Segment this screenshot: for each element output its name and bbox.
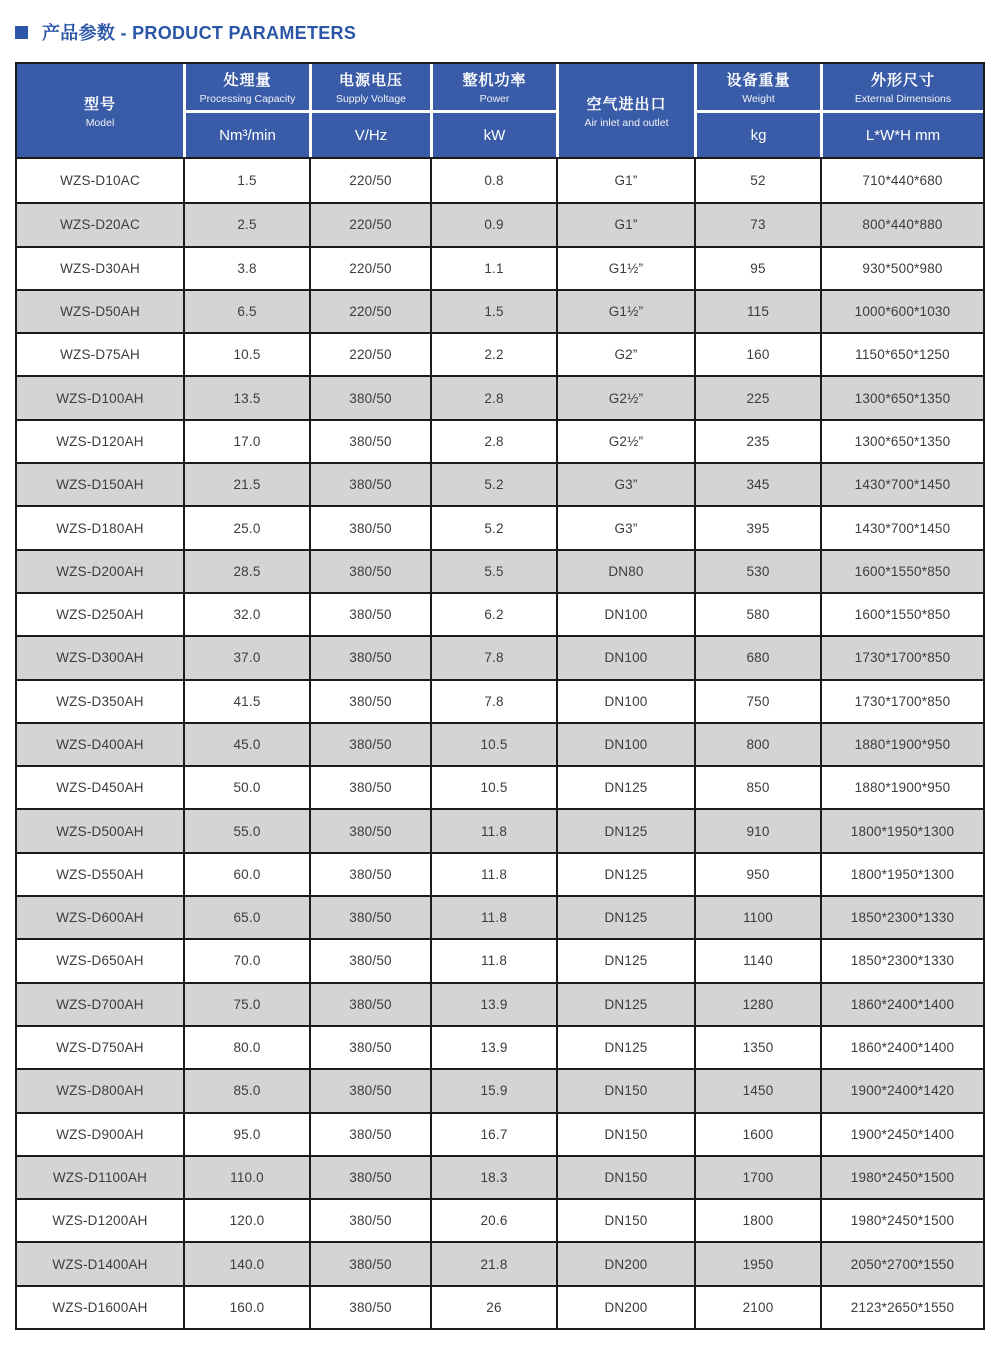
cell-model: WZS-D750AH xyxy=(56,1040,144,1056)
cell-model: WZS-D120AH xyxy=(56,433,144,449)
cell-weight: 225 xyxy=(694,377,820,418)
cell-power: 18.3 xyxy=(430,1157,556,1198)
cell-weight: 395 xyxy=(694,507,820,548)
cell-power: 11.8 xyxy=(430,940,556,981)
cell-power: 20.6 xyxy=(430,1200,556,1241)
cell-power: 13.9 xyxy=(430,984,556,1025)
cell-dimensions: 1730*1700*850 xyxy=(820,681,983,722)
cell-dimensions: 1430*700*1450 xyxy=(820,464,983,505)
header-dimensions xyxy=(820,64,983,157)
cell-voltage: 380/50 xyxy=(309,507,430,548)
table-row xyxy=(17,1198,983,1241)
cell-voltage: 380/50 xyxy=(309,551,430,592)
cell-capacity: 37.0 xyxy=(183,637,309,678)
cell-air: DN100 xyxy=(556,681,694,722)
page-title: 产品参数 - PRODUCT PARAMETERS xyxy=(42,23,357,43)
cell-voltage: 380/50 xyxy=(309,1114,430,1155)
cell-voltage: 380/50 xyxy=(309,1243,430,1284)
cell-voltage: 380/50 xyxy=(309,594,430,635)
table-row xyxy=(17,765,983,808)
cell-dimensions: 1850*2300*1330 xyxy=(820,940,983,981)
table-body xyxy=(17,159,983,1328)
cell-weight: 1100 xyxy=(694,897,820,938)
cell-weight: 950 xyxy=(694,854,820,895)
cell-power: 10.5 xyxy=(430,724,556,765)
cell-dimensions: 1000*600*1030 xyxy=(820,291,983,332)
cell-weight: 95 xyxy=(694,248,820,289)
cell-capacity: 10.5 xyxy=(183,334,309,375)
table-row xyxy=(17,592,983,635)
cell-voltage: 220/50 xyxy=(309,159,430,202)
cell-air: DN150 xyxy=(556,1114,694,1155)
cell-air: G2½” xyxy=(556,421,694,462)
cell-weight: 1950 xyxy=(694,1243,820,1284)
cell-voltage: 380/50 xyxy=(309,854,430,895)
cell-dimensions: 1860*2400*1400 xyxy=(820,1027,983,1068)
cell-model: WZS-D400AH xyxy=(56,737,144,752)
cell-weight: 850 xyxy=(694,767,820,808)
cell-voltage: 220/50 xyxy=(309,334,430,375)
cell-air: DN200 xyxy=(556,1243,694,1284)
cell-weight: 160 xyxy=(694,334,820,375)
cell-model: WZS-D650AH xyxy=(56,953,144,969)
header-voltage-unit: V/Hz xyxy=(312,110,430,157)
cell-power: 2.8 xyxy=(430,377,556,418)
header-power-zh: 整机功率 xyxy=(462,72,527,89)
cell-power: 11.8 xyxy=(430,897,556,938)
header-weight-unit: kg xyxy=(697,110,820,157)
cell-model: WZS-D75AH xyxy=(60,347,140,363)
cell-model: WZS-D800AH xyxy=(56,1083,144,1099)
cell-voltage: 220/50 xyxy=(309,204,430,245)
header-model xyxy=(17,64,183,157)
cell-power: 0.9 xyxy=(430,204,556,245)
cell-air: DN125 xyxy=(556,984,694,1025)
cell-dimensions: 1150*650*1250 xyxy=(820,334,983,375)
table-row xyxy=(17,938,983,981)
cell-model: WZS-D50AH xyxy=(60,304,140,320)
header-power xyxy=(430,64,556,157)
cell-power: 7.8 xyxy=(430,681,556,722)
cell-power: 13.9 xyxy=(430,1027,556,1068)
cell-capacity: 41.5 xyxy=(183,681,309,722)
cell-voltage: 380/50 xyxy=(309,984,430,1025)
table-row xyxy=(17,1241,983,1284)
cell-voltage: 380/50 xyxy=(309,767,430,808)
cell-voltage: 380/50 xyxy=(309,810,430,851)
cell-dimensions: 710*440*680 xyxy=(820,159,983,202)
cell-power: 0.8 xyxy=(430,159,556,202)
cell-model: WZS-D1100AH xyxy=(52,1169,148,1185)
cell-capacity: 13.5 xyxy=(183,377,309,418)
header-capacity-unit: Nm³/min xyxy=(186,110,309,157)
header-air-zh: 空气进出口 xyxy=(586,95,667,113)
cell-capacity: 70.0 xyxy=(183,940,309,981)
header-weight-zh: 设备重量 xyxy=(726,72,791,89)
cell-weight: 1280 xyxy=(694,984,820,1025)
header-voltage-en: Supply Voltage xyxy=(335,93,407,105)
cell-weight: 1140 xyxy=(694,940,820,981)
cell-model: WZS-D150AH xyxy=(56,477,144,493)
table-row xyxy=(17,246,983,289)
cell-dimensions: 1800*1950*1300 xyxy=(820,854,983,895)
cell-weight: 580 xyxy=(694,594,820,635)
cell-capacity: 6.5 xyxy=(183,291,309,332)
cell-power: 1.5 xyxy=(430,291,556,332)
table-row xyxy=(17,1155,983,1198)
cell-capacity: 160.0 xyxy=(183,1287,309,1328)
cell-weight: 1350 xyxy=(694,1027,820,1068)
cell-model: WZS-D900AH xyxy=(56,1126,144,1142)
cell-voltage: 380/50 xyxy=(309,1027,430,1068)
cell-voltage: 380/50 xyxy=(309,724,430,765)
cell-voltage: 380/50 xyxy=(309,1070,430,1111)
cell-dimensions: 1600*1550*850 xyxy=(820,594,983,635)
cell-voltage: 380/50 xyxy=(309,897,430,938)
cell-capacity: 110.0 xyxy=(183,1157,309,1198)
cell-weight: 680 xyxy=(694,637,820,678)
cell-model: WZS-D350AH xyxy=(56,693,144,709)
cell-air: DN100 xyxy=(556,637,694,678)
cell-dimensions: 1800*1950*1300 xyxy=(820,810,983,851)
cell-power: 11.8 xyxy=(430,810,556,851)
cell-capacity: 95.0 xyxy=(183,1114,309,1155)
header-model-en: Model xyxy=(85,116,115,129)
cell-air: DN100 xyxy=(556,724,694,765)
square-bullet-icon xyxy=(15,26,28,39)
cell-dimensions: 1850*2300*1330 xyxy=(820,897,983,938)
table-row xyxy=(17,202,983,245)
table-header xyxy=(17,64,983,159)
cell-model: WZS-D700AH xyxy=(56,996,144,1012)
cell-model: WZS-D450AH xyxy=(56,780,144,796)
cell-air: G3” xyxy=(556,507,694,548)
cell-model: WZS-D250AH xyxy=(56,607,144,623)
product-parameters-table xyxy=(15,62,985,1330)
cell-air: G2½” xyxy=(556,377,694,418)
table-row xyxy=(17,1068,983,1111)
table-row xyxy=(17,635,983,678)
cell-power: 16.7 xyxy=(430,1114,556,1155)
section-title xyxy=(0,0,1000,45)
cell-capacity: 140.0 xyxy=(183,1243,309,1284)
cell-weight: 2100 xyxy=(694,1287,820,1328)
cell-model: WZS-D200AH xyxy=(56,563,144,579)
cell-dimensions: 1730*1700*850 xyxy=(820,637,983,678)
cell-weight: 910 xyxy=(694,810,820,851)
header-power-en: Power xyxy=(479,93,510,105)
cell-capacity: 32.0 xyxy=(183,594,309,635)
table-row xyxy=(17,159,983,202)
table-row xyxy=(17,1112,983,1155)
cell-dimensions: 1900*2450*1400 xyxy=(820,1114,983,1155)
cell-model: WZS-D20AC xyxy=(60,217,140,233)
cell-capacity: 25.0 xyxy=(183,507,309,548)
header-dimensions-en: External Dimensions xyxy=(854,93,952,105)
cell-voltage: 220/50 xyxy=(309,291,430,332)
cell-capacity: 80.0 xyxy=(183,1027,309,1068)
cell-air: DN150 xyxy=(556,1070,694,1111)
cell-air: G1” xyxy=(556,204,694,245)
cell-model: WZS-D10AC xyxy=(60,173,140,189)
cell-dimensions: 2050*2700*1550 xyxy=(820,1243,983,1284)
cell-dimensions: 800*440*880 xyxy=(820,204,983,245)
header-weight-en: Weight xyxy=(742,93,775,105)
cell-air: G1” xyxy=(556,159,694,202)
table-row xyxy=(17,852,983,895)
table-row xyxy=(17,462,983,505)
cell-weight: 1600 xyxy=(694,1114,820,1155)
header-capacity xyxy=(183,64,309,157)
cell-air: G2” xyxy=(556,334,694,375)
cell-capacity: 1.5 xyxy=(183,159,309,202)
cell-air: DN125 xyxy=(556,854,694,895)
cell-dimensions: 2123*2650*1550 xyxy=(820,1287,983,1328)
header-dimensions-zh: 外形尺寸 xyxy=(870,72,935,89)
cell-capacity: 50.0 xyxy=(183,767,309,808)
cell-power: 10.5 xyxy=(430,767,556,808)
header-capacity-en: Processing Capacity xyxy=(199,93,296,105)
cell-power: 7.8 xyxy=(430,637,556,678)
cell-weight: 52 xyxy=(694,159,820,202)
cell-capacity: 2.5 xyxy=(183,204,309,245)
cell-capacity: 65.0 xyxy=(183,897,309,938)
cell-dimensions: 1600*1550*850 xyxy=(820,551,983,592)
cell-voltage: 380/50 xyxy=(309,464,430,505)
cell-capacity: 45.0 xyxy=(183,724,309,765)
cell-capacity: 55.0 xyxy=(183,810,309,851)
cell-voltage: 380/50 xyxy=(309,1157,430,1198)
cell-power: 1.1 xyxy=(430,248,556,289)
cell-weight: 115 xyxy=(694,291,820,332)
cell-air: DN80 xyxy=(556,551,694,592)
cell-dimensions: 1900*2400*1420 xyxy=(820,1070,983,1111)
table-row xyxy=(17,549,983,592)
cell-capacity: 60.0 xyxy=(183,854,309,895)
header-model-zh: 型号 xyxy=(83,95,116,113)
header-weight xyxy=(694,64,820,157)
cell-capacity: 17.0 xyxy=(183,421,309,462)
header-voltage-zh: 电源电压 xyxy=(338,72,403,89)
cell-power: 11.8 xyxy=(430,854,556,895)
cell-power: 21.8 xyxy=(430,1243,556,1284)
cell-air: DN125 xyxy=(556,940,694,981)
cell-capacity: 21.5 xyxy=(183,464,309,505)
header-dimensions-unit: L*W*H mm xyxy=(823,110,983,157)
table-row xyxy=(17,808,983,851)
cell-weight: 800 xyxy=(694,724,820,765)
table-row xyxy=(17,375,983,418)
cell-power: 2.2 xyxy=(430,334,556,375)
header-voltage xyxy=(309,64,430,157)
cell-model: WZS-D30AH xyxy=(60,260,140,276)
cell-model: WZS-D180AH xyxy=(56,520,144,536)
cell-capacity: 28.5 xyxy=(183,551,309,592)
cell-voltage: 380/50 xyxy=(309,681,430,722)
cell-voltage: 380/50 xyxy=(309,377,430,418)
cell-air: DN150 xyxy=(556,1157,694,1198)
cell-voltage: 220/50 xyxy=(309,248,430,289)
table-row xyxy=(17,1025,983,1068)
cell-power: 6.2 xyxy=(430,594,556,635)
cell-weight: 235 xyxy=(694,421,820,462)
cell-air: G1½” xyxy=(556,291,694,332)
cell-air: DN150 xyxy=(556,1200,694,1241)
cell-dimensions: 1300*650*1350 xyxy=(820,377,983,418)
cell-air: DN125 xyxy=(556,1027,694,1068)
table-row xyxy=(17,722,983,765)
cell-dimensions: 1880*1900*950 xyxy=(820,724,983,765)
cell-power: 5.5 xyxy=(430,551,556,592)
cell-voltage: 380/50 xyxy=(309,1287,430,1328)
cell-model: WZS-D550AH xyxy=(56,866,144,882)
cell-model: WZS-D1600AH xyxy=(52,1299,148,1315)
cell-model: WZS-D100AH xyxy=(56,390,144,406)
table-row xyxy=(17,1285,983,1328)
cell-dimensions: 1980*2450*1500 xyxy=(820,1200,983,1241)
table-row xyxy=(17,419,983,462)
header-power-unit: kW xyxy=(433,110,556,157)
cell-power: 5.2 xyxy=(430,507,556,548)
header-capacity-zh: 处理量 xyxy=(223,72,272,89)
cell-air: G1½” xyxy=(556,248,694,289)
table-row xyxy=(17,679,983,722)
cell-model: WZS-D1200AH xyxy=(52,1213,148,1229)
table-row xyxy=(17,289,983,332)
cell-weight: 73 xyxy=(694,204,820,245)
cell-capacity: 85.0 xyxy=(183,1070,309,1111)
cell-weight: 1450 xyxy=(694,1070,820,1111)
cell-power: 5.2 xyxy=(430,464,556,505)
cell-voltage: 380/50 xyxy=(309,421,430,462)
cell-dimensions: 1300*650*1350 xyxy=(820,421,983,462)
cell-weight: 750 xyxy=(694,681,820,722)
cell-power: 15.9 xyxy=(430,1070,556,1111)
cell-dimensions: 930*500*980 xyxy=(820,248,983,289)
cell-weight: 530 xyxy=(694,551,820,592)
cell-voltage: 380/50 xyxy=(309,940,430,981)
cell-air: DN125 xyxy=(556,767,694,808)
header-air xyxy=(556,64,694,157)
cell-power: 2.8 xyxy=(430,421,556,462)
cell-model: WZS-D300AH xyxy=(56,650,144,666)
cell-capacity: 3.8 xyxy=(183,248,309,289)
cell-air: DN125 xyxy=(556,897,694,938)
cell-dimensions: 1980*2450*1500 xyxy=(820,1157,983,1198)
cell-air: DN125 xyxy=(556,810,694,851)
cell-capacity: 75.0 xyxy=(183,984,309,1025)
cell-capacity: 120.0 xyxy=(183,1200,309,1241)
cell-weight: 345 xyxy=(694,464,820,505)
cell-model: WZS-D1400AH xyxy=(52,1256,148,1272)
cell-weight: 1700 xyxy=(694,1157,820,1198)
cell-air: DN200 xyxy=(556,1287,694,1328)
cell-voltage: 380/50 xyxy=(309,1200,430,1241)
cell-air: DN100 xyxy=(556,594,694,635)
cell-power: 26 xyxy=(430,1287,556,1328)
cell-dimensions: 1860*2400*1400 xyxy=(820,984,983,1025)
table-row xyxy=(17,895,983,938)
table-row xyxy=(17,505,983,548)
table-row xyxy=(17,982,983,1025)
cell-model: WZS-D500AH xyxy=(56,823,144,839)
cell-dimensions: 1880*1900*950 xyxy=(820,767,983,808)
header-air-en: Air inlet and outlet xyxy=(584,116,669,129)
cell-weight: 1800 xyxy=(694,1200,820,1241)
cell-voltage: 380/50 xyxy=(309,637,430,678)
table-row xyxy=(17,332,983,375)
cell-dimensions: 1430*700*1450 xyxy=(820,507,983,548)
cell-model: WZS-D600AH xyxy=(56,910,144,926)
cell-air: G3” xyxy=(556,464,694,505)
